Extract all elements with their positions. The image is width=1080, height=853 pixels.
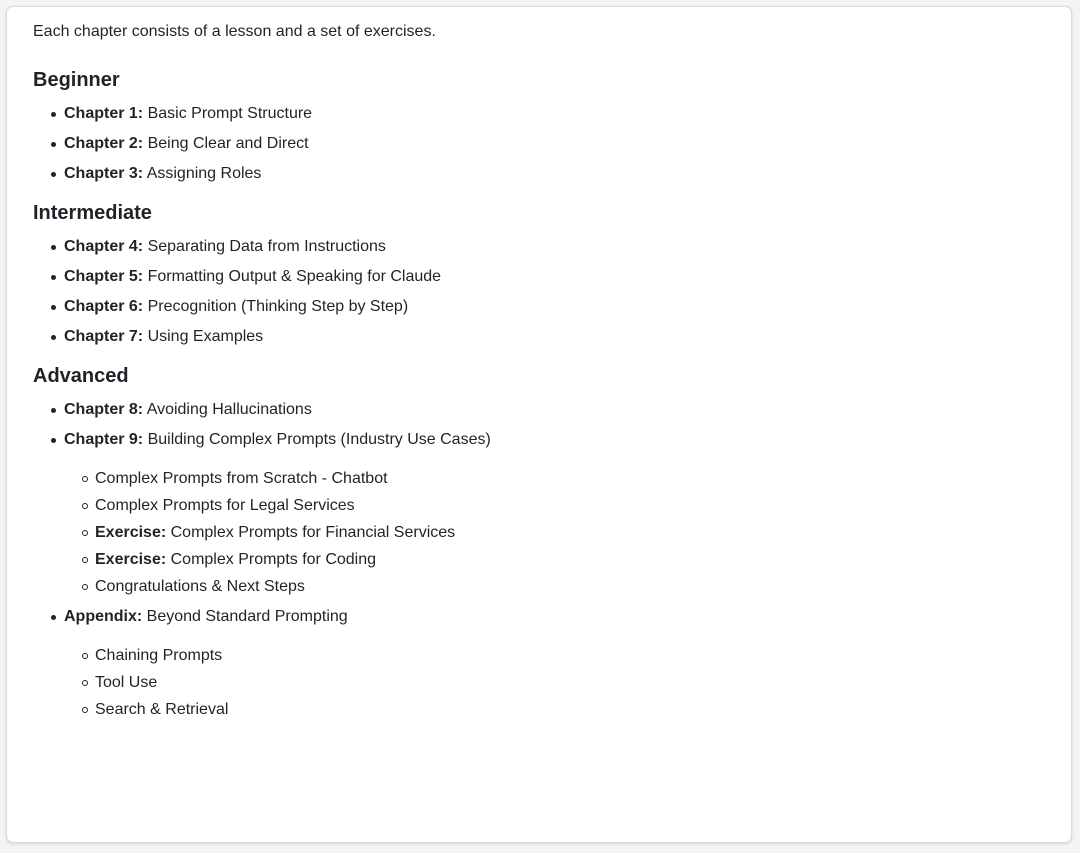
sub-list-item [64, 577, 1045, 597]
list-item [33, 297, 1045, 317]
list-item [33, 134, 1045, 154]
item-text: Beyond Standard Prompting [142, 608, 348, 625]
list-item [33, 267, 1045, 287]
item-prefix: Chapter 5: [64, 268, 144, 285]
section-intermediate [33, 198, 1045, 347]
item-text: Complex Prompts for Coding [166, 551, 377, 568]
item-prefix: Appendix: [64, 608, 143, 625]
item-text: Avoiding Hallucinations [143, 401, 312, 418]
section-beginner [33, 65, 1045, 184]
item-text: Basic Prompt Structure [143, 105, 313, 122]
sub-list-item [64, 700, 1045, 720]
item-prefix: Chapter 8: [64, 401, 144, 418]
item-text: Search & Retrieval [95, 701, 229, 718]
section-advanced [33, 361, 1045, 720]
sub-list-item [64, 496, 1045, 516]
chapter-list [33, 104, 1045, 184]
item-text: Complex Prompts for Financial Services [166, 524, 456, 541]
document-card [6, 6, 1072, 843]
item-prefix: Chapter 7: [64, 328, 144, 345]
chapter-list [33, 237, 1045, 347]
item-text: Using Examples [143, 328, 264, 345]
item-prefix: Exercise: [95, 551, 167, 568]
sub-list [64, 469, 1045, 597]
item-text: Chaining Prompts [95, 647, 223, 664]
section-heading: Advanced [33, 365, 129, 387]
list-item [33, 607, 1045, 720]
section-heading: Intermediate [33, 202, 152, 224]
sub-list-item [64, 469, 1045, 489]
item-text: Building Complex Prompts (Industry Use Cases) [143, 431, 491, 448]
sub-list-item [64, 646, 1045, 666]
list-item [33, 400, 1045, 420]
item-text: Formatting Output & Speaking for Claude [143, 268, 442, 285]
sub-list-item [64, 523, 1045, 543]
chapter-outline [33, 65, 1045, 734]
item-prefix: Chapter 3: [64, 165, 144, 182]
item-prefix: Exercise: [95, 524, 167, 541]
item-text: Being Clear and Direct [143, 135, 309, 152]
item-prefix: Chapter 6: [64, 298, 144, 315]
item-text: Complex Prompts from Scratch - Chatbot [95, 470, 388, 487]
list-item [33, 327, 1045, 347]
item-text: Assigning Roles [143, 165, 262, 182]
item-prefix: Chapter 4: [64, 238, 144, 255]
item-prefix: Chapter 1: [64, 105, 144, 122]
section-heading: Beginner [33, 69, 120, 91]
sub-list-item [64, 673, 1045, 693]
item-prefix: Chapter 9: [64, 431, 144, 448]
chapter-list [33, 400, 1045, 720]
item-text: Complex Prompts for Legal Services [95, 497, 355, 514]
list-item [33, 237, 1045, 257]
sub-list [64, 646, 1045, 720]
list-item [33, 164, 1045, 184]
sub-list-item [64, 550, 1045, 570]
item-text: Tool Use [95, 674, 158, 691]
list-item [33, 430, 1045, 597]
item-text: Precognition (Thinking Step by Step) [143, 298, 409, 315]
intro-text: Each chapter consists of a lesson and a set of exercises. [33, 23, 436, 40]
item-text: Separating Data from Instructions [143, 238, 386, 255]
list-item [33, 104, 1045, 124]
item-text: Congratulations & Next Steps [95, 578, 305, 595]
item-prefix: Chapter 2: [64, 135, 144, 152]
